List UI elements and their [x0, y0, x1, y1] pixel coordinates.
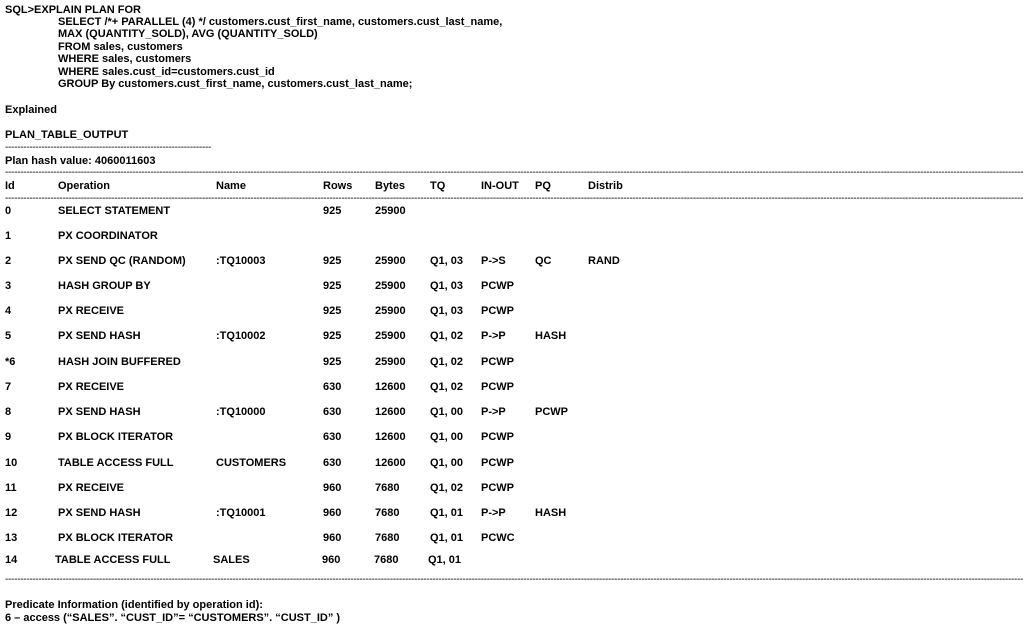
cell-tq: Q1, 01 — [430, 507, 464, 519]
cell-operation: PX SEND QC (RANDOM) — [58, 255, 186, 267]
cell-tq: Q1, 01 — [428, 554, 462, 566]
cell-tq: Q1, 00 — [430, 406, 464, 418]
cell-in-out: PCWP — [481, 280, 514, 292]
cell-id: 1 — [5, 230, 12, 242]
cell-id: *6 — [5, 356, 16, 368]
cell-rows: 960 — [322, 554, 341, 566]
explained-text: Explained — [5, 104, 57, 116]
cell-id: 5 — [5, 330, 12, 342]
cell-in-out: PCWP — [481, 482, 514, 494]
cell-bytes: 12600 — [375, 457, 406, 469]
cell-in-out: PCWP — [481, 431, 514, 443]
sql-line: MAX (QUANTITY_SOLD), AVG (QUANTITY_SOLD) — [58, 28, 318, 40]
cell-operation: PX SEND HASH — [58, 406, 141, 418]
cell-operation: TABLE ACCESS FULL — [55, 554, 171, 566]
column-header-rows: Rows — [323, 180, 353, 192]
predicate-info-line: 6 – access (“SALES”. “CUST_ID”= “CUSTOMERS”. “CUST_ID” ) — [5, 612, 341, 624]
cell-id: 13 — [5, 532, 18, 544]
cell-name: :TQ10003 — [216, 255, 266, 267]
cell-operation: PX SEND HASH — [58, 507, 141, 519]
cell-pq: HASH — [535, 330, 567, 342]
cell-rows: 630 — [323, 381, 342, 393]
column-header-bytes: Bytes — [375, 180, 405, 192]
cell-id: 2 — [5, 255, 12, 267]
cell-in-out: P->P — [481, 330, 506, 342]
cell-in-out: PCWP — [481, 457, 514, 469]
cell-bytes: 12600 — [375, 406, 406, 418]
cell-operation: PX SEND HASH — [58, 330, 141, 342]
plan-table-output-label: PLAN_TABLE_OUTPUT — [5, 129, 129, 141]
cell-bytes: 25900 — [375, 280, 406, 292]
cell-in-out: PCWP — [481, 356, 514, 368]
cell-rows: 925 — [323, 330, 342, 342]
dashed-separator: -------------------------------------------------------------------- — [5, 142, 212, 153]
cell-pq: HASH — [535, 507, 567, 519]
cell-id: 8 — [5, 406, 12, 418]
cell-in-out: PCWP — [481, 381, 514, 393]
cell-rows: 925 — [323, 356, 342, 368]
cell-rows: 960 — [323, 482, 342, 494]
cell-bytes: 12600 — [375, 431, 406, 443]
cell-id: 10 — [5, 457, 18, 469]
cell-id: 14 — [5, 554, 18, 566]
cell-tq: Q1, 02 — [430, 482, 464, 494]
cell-tq: Q1, 02 — [430, 330, 464, 342]
cell-operation: PX BLOCK ITERATOR — [58, 532, 174, 544]
cell-id: 7 — [5, 381, 12, 393]
cell-operation: PX RECEIVE — [58, 305, 125, 317]
cell-rows: 960 — [323, 532, 342, 544]
cell-id: 9 — [5, 431, 12, 443]
cell-bytes: 25900 — [375, 305, 406, 317]
cell-in-out: PCWC — [481, 532, 515, 544]
dashed-separator: ------------------------------------------------------------------------------------------------------------------------------------------------------------------------------------------------------------------------------------------------------------------------------------------------------------------------------------------------ — [5, 574, 1023, 585]
sql-line: GROUP By customers.cust_first_name, customers.cust_last_name; — [58, 78, 413, 90]
cell-in-out: PCWP — [481, 305, 514, 317]
sql-prompt: SQL>EXPLAIN PLAN FOR — [5, 4, 141, 16]
cell-id: 3 — [5, 280, 12, 292]
column-header-id: Id — [5, 180, 15, 192]
cell-tq: Q1, 02 — [430, 381, 464, 393]
cell-operation: PX BLOCK ITERATOR — [58, 431, 174, 443]
cell-operation: TABLE ACCESS FULL — [58, 457, 174, 469]
cell-name: :TQ10001 — [216, 507, 266, 519]
cell-distrib: RAND — [588, 255, 620, 267]
cell-rows: 630 — [323, 457, 342, 469]
cell-tq: Q1, 03 — [430, 280, 464, 292]
cell-rows: 925 — [323, 305, 342, 317]
cell-rows: 925 — [323, 205, 342, 217]
cell-pq: PCWP — [535, 406, 568, 418]
cell-operation: PX COORDINATOR — [58, 230, 158, 242]
column-header-distrib: Distrib — [588, 180, 623, 192]
cell-rows: 925 — [323, 280, 342, 292]
cell-tq: Q1, 01 — [430, 532, 464, 544]
cell-id: 0 — [5, 205, 12, 217]
column-header-tq: TQ — [430, 180, 446, 192]
cell-bytes: 7680 — [375, 482, 400, 494]
cell-id: 12 — [5, 507, 18, 519]
cell-tq: Q1, 00 — [430, 457, 464, 469]
cell-bytes: 25900 — [375, 255, 406, 267]
sql-line: WHERE sales, customers — [58, 53, 192, 65]
cell-bytes: 7680 — [375, 532, 400, 544]
cell-in-out: P->P — [481, 406, 506, 418]
cell-bytes: 25900 — [375, 330, 406, 342]
cell-id: 4 — [5, 305, 12, 317]
cell-operation: HASH GROUP BY — [58, 280, 151, 292]
cell-bytes: 7680 — [375, 507, 400, 519]
dashed-separator: ------------------------------------------------------------------------------------------------------------------------------------------------------------------------------------------------------------------------------------------------------------------------------------------------------------------------------------------------ — [5, 167, 1023, 178]
cell-pq: QC — [535, 255, 552, 267]
cell-id: 11 — [5, 482, 17, 494]
cell-bytes: 7680 — [374, 554, 399, 566]
cell-operation: SELECT STATEMENT — [58, 205, 171, 217]
cell-rows: 630 — [323, 431, 342, 443]
cell-operation: PX RECEIVE — [58, 482, 125, 494]
cell-tq: Q1, 03 — [430, 305, 464, 317]
plan-hash-value: Plan hash value: 4060011603 — [5, 155, 156, 167]
cell-bytes: 12600 — [375, 381, 406, 393]
cell-operation: PX RECEIVE — [58, 381, 125, 393]
predicate-info-title: Predicate Information (identified by operation id): — [5, 599, 263, 611]
cell-rows: 925 — [323, 255, 342, 267]
cell-rows: 630 — [323, 406, 342, 418]
cell-in-out: P->S — [481, 255, 506, 267]
column-header-name: Name — [216, 180, 246, 192]
cell-bytes: 25900 — [375, 356, 406, 368]
cell-tq: Q1, 03 — [430, 255, 464, 267]
cell-tq: Q1, 02 — [430, 356, 464, 368]
cell-in-out: P->P — [481, 507, 506, 519]
cell-operation: HASH JOIN BUFFERED — [58, 356, 181, 368]
cell-rows: 960 — [323, 507, 342, 519]
cell-tq: Q1, 00 — [430, 431, 464, 443]
column-header-pq: PQ — [535, 180, 551, 192]
column-header-in-out: IN-OUT — [481, 180, 519, 192]
sql-line: WHERE sales.cust_id=customers.cust_id — [58, 66, 275, 78]
dashed-separator: ------------------------------------------------------------------------------------------------------------------------------------------------------------------------------------------------------------------------------------------------------------------------------------------------------------------------------------------------ — [5, 193, 1023, 204]
sql-line: SELECT /*+ PARALLEL (4) */ customers.cust_first_name, customers.cust_last_name, — [58, 16, 503, 28]
sql-line: FROM sales, customers — [58, 41, 183, 53]
cell-name: :TQ10002 — [216, 330, 266, 342]
cell-name: :TQ10000 — [216, 406, 266, 418]
cell-name: SALES — [213, 554, 250, 566]
cell-bytes: 25900 — [375, 205, 406, 217]
cell-name: CUSTOMERS — [216, 457, 287, 469]
column-header-operation: Operation — [58, 180, 110, 192]
